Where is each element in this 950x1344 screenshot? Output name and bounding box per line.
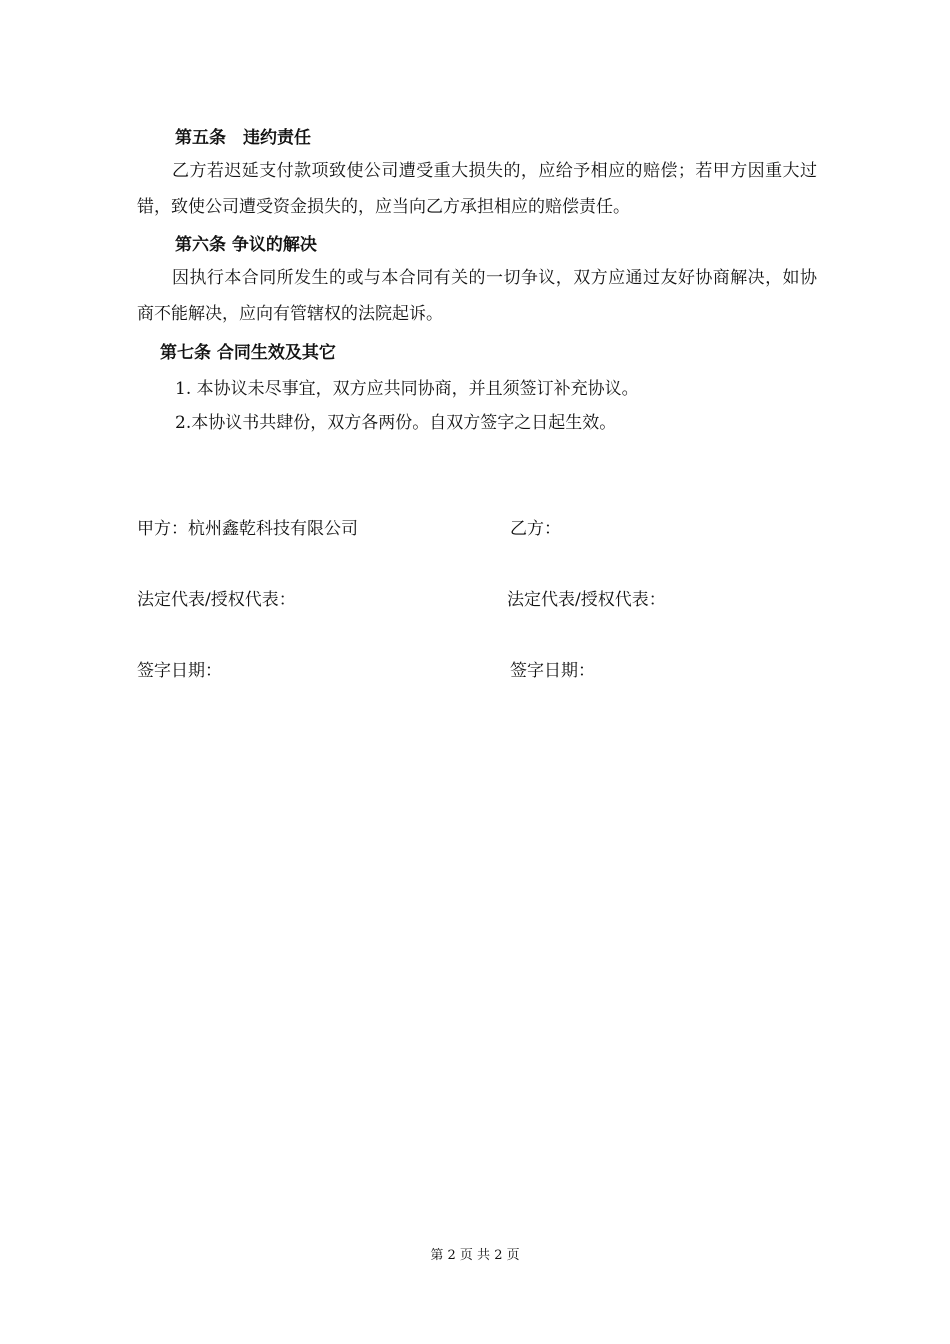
party-b-name: 乙方：	[510, 519, 561, 539]
page-number-footer: 第 2 页 共 2 页	[430, 1248, 520, 1263]
section-6-heading: 第六条 争议的解决	[175, 235, 317, 255]
section-7-item-1: 1. 本协议未尽事宜，双方应共同协商，并且须签订补充协议。	[175, 379, 639, 399]
section-5-body: 乙方若迟延支付款项致使公司遭受重大损失的，应给予相应的赔偿；若甲方因重大过错，致使公司遭受资金损失的，应当向乙方承担相应的赔偿责任。	[137, 161, 817, 217]
party-b-representative: 法定代表/授权代表：	[507, 590, 666, 610]
party-a-representative: 法定代表/授权代表：	[137, 590, 296, 610]
party-b-sign-date: 签字日期：	[510, 661, 595, 681]
section-5-heading: 第五条 违约责任	[175, 128, 311, 148]
section-7-item-2: 2.本协议书共肆份，双方各两份。自双方签字之日起生效。	[175, 413, 617, 433]
section-6-body: 因执行本合同所发生的或与本合同有关的一切争议，双方应通过友好协商解决，如协商不能解决，应向有管辖权的法院起诉。	[137, 268, 817, 324]
section-7-heading: 第七条 合同生效及其它	[160, 343, 336, 363]
party-a-name: 甲方：杭州鑫乾科技有限公司	[137, 519, 358, 539]
party-a-sign-date: 签字日期：	[137, 661, 222, 681]
